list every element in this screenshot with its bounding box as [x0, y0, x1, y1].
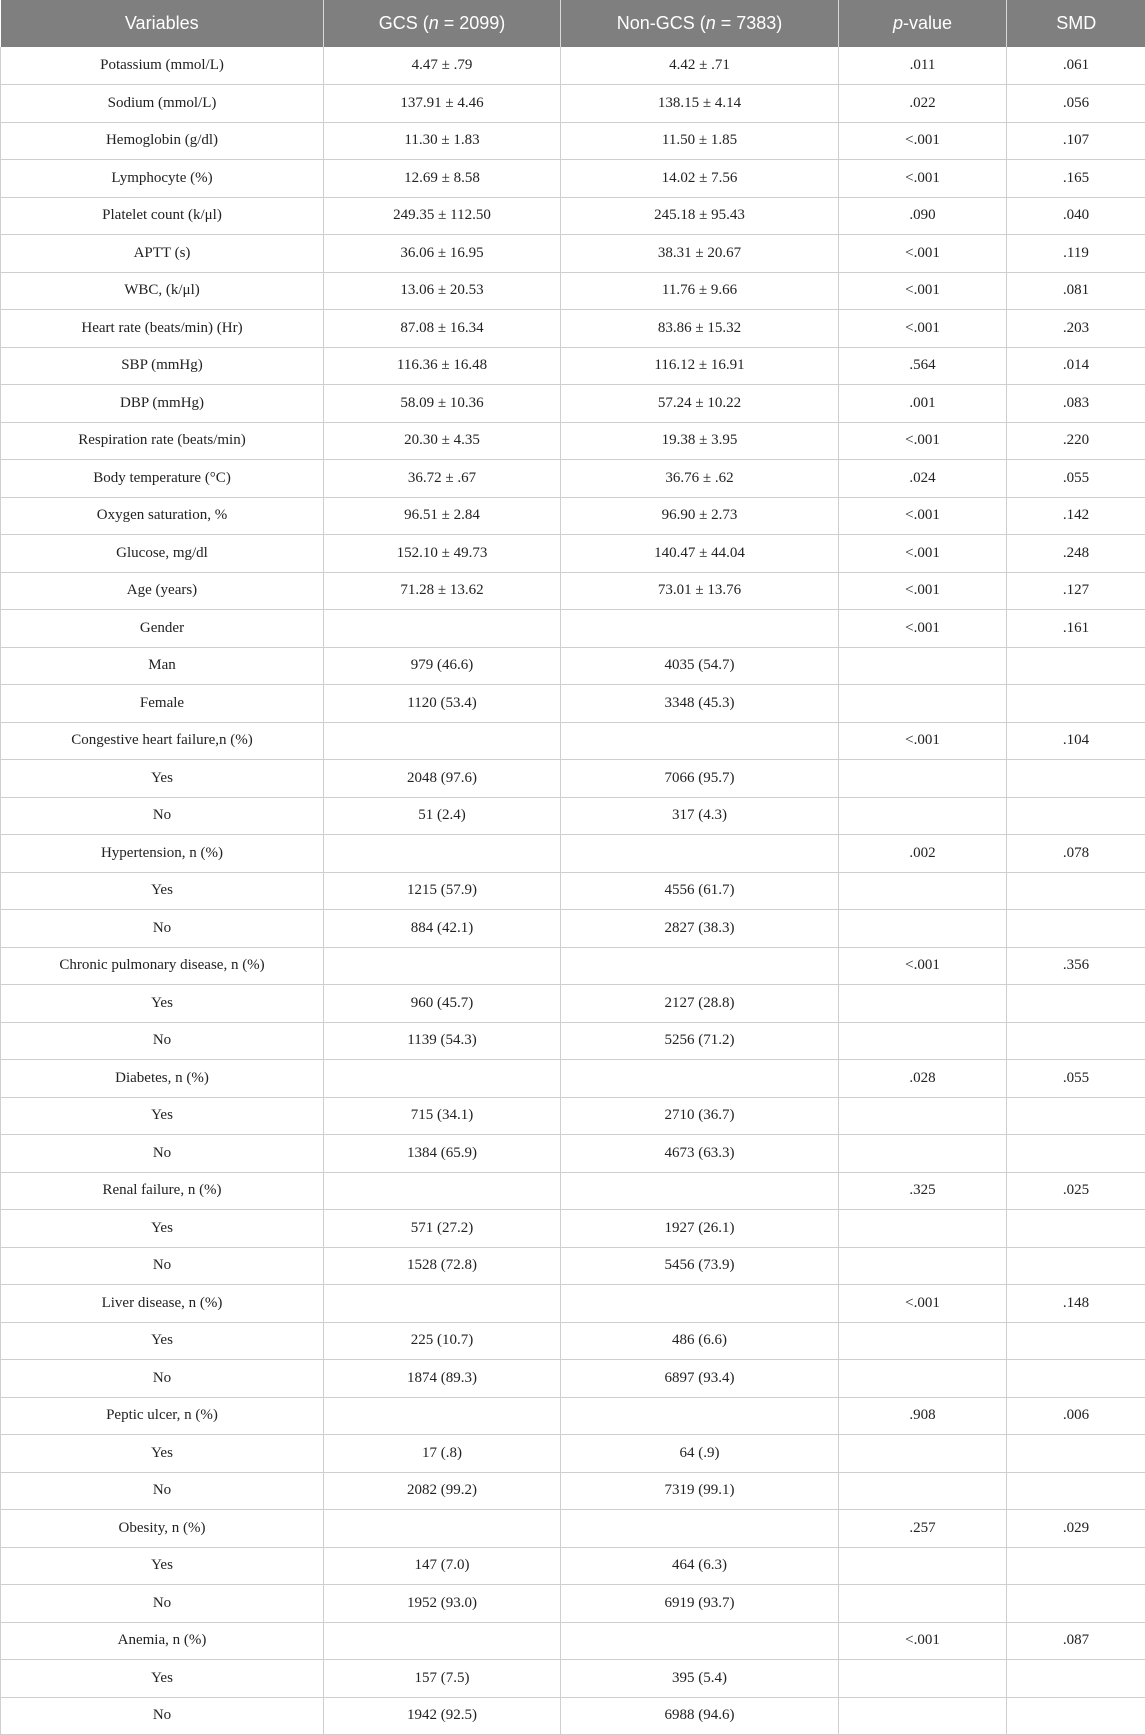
gcs-cell: 71.28 ± 13.62 [324, 572, 561, 610]
gcs-cell: 1952 (93.0) [324, 1585, 561, 1623]
p-value-cell: .028 [839, 1060, 1007, 1098]
table-row [1, 1660, 1145, 1698]
table-row [1, 647, 1145, 685]
p-value-cell: <.001 [839, 610, 1007, 648]
table-row [1, 122, 1145, 160]
gcs-cell: 36.06 ± 16.95 [324, 235, 561, 273]
table-row [1, 1547, 1145, 1585]
variable-cell: Body temperature (°C) [1, 460, 324, 498]
smd-cell: .006 [1007, 1397, 1145, 1435]
p-value-cell: .022 [839, 85, 1007, 123]
gcs-cell [324, 835, 561, 873]
variable-cell: No [1, 1697, 324, 1735]
p-value-cell [839, 797, 1007, 835]
header-smd [1007, 0, 1145, 47]
p-value-cell: .564 [839, 347, 1007, 385]
variable-cell: No [1, 910, 324, 948]
gcs-cell: 249.35 ± 112.50 [324, 197, 561, 235]
p-value-cell: <.001 [839, 722, 1007, 760]
p-value-cell [839, 647, 1007, 685]
smd-cell: .165 [1007, 160, 1145, 198]
table-row [1, 985, 1145, 1023]
smd-cell: .025 [1007, 1172, 1145, 1210]
non-gcs-cell [561, 1510, 839, 1548]
smd-cell: .161 [1007, 610, 1145, 648]
non-gcs-cell: 83.86 ± 15.32 [561, 310, 839, 348]
non-gcs-cell: 245.18 ± 95.43 [561, 197, 839, 235]
smd-cell: .127 [1007, 572, 1145, 610]
table-row [1, 835, 1145, 873]
header-gcs-n: n [429, 13, 439, 33]
gcs-cell: 571 (27.2) [324, 1210, 561, 1248]
variable-cell: Respiration rate (beats/min) [1, 422, 324, 460]
smd-cell: .014 [1007, 347, 1145, 385]
smd-cell: .056 [1007, 85, 1145, 123]
table-row [1, 872, 1145, 910]
p-value-cell [839, 1135, 1007, 1173]
gcs-cell: 960 (45.7) [324, 985, 561, 1023]
non-gcs-cell [561, 1622, 839, 1660]
p-value-cell: <.001 [839, 572, 1007, 610]
smd-cell: .055 [1007, 460, 1145, 498]
smd-cell [1007, 760, 1145, 798]
header-non-gcs-prefix: Non-GCS ( [617, 13, 706, 33]
table-row [1, 1360, 1145, 1398]
variable-cell: Female [1, 685, 324, 723]
non-gcs-cell: 36.76 ± .62 [561, 460, 839, 498]
smd-cell: .078 [1007, 835, 1145, 873]
table-row [1, 1285, 1145, 1323]
non-gcs-cell: 11.76 ± 9.66 [561, 272, 839, 310]
gcs-cell: 58.09 ± 10.36 [324, 385, 561, 423]
p-value-cell: <.001 [839, 310, 1007, 348]
p-value-cell: <.001 [839, 1622, 1007, 1660]
smd-cell [1007, 797, 1145, 835]
smd-cell [1007, 1210, 1145, 1248]
p-value-cell: .908 [839, 1397, 1007, 1435]
smd-cell: .055 [1007, 1060, 1145, 1098]
non-gcs-cell: 11.50 ± 1.85 [561, 122, 839, 160]
non-gcs-cell: 19.38 ± 3.95 [561, 422, 839, 460]
non-gcs-cell: 4035 (54.7) [561, 647, 839, 685]
p-value-cell [839, 1435, 1007, 1473]
p-value-cell [839, 985, 1007, 1023]
gcs-cell [324, 610, 561, 648]
p-value-cell: .325 [839, 1172, 1007, 1210]
variable-cell: Chronic pulmonary disease, n (%) [1, 947, 324, 985]
table-row [1, 1247, 1145, 1285]
variable-cell: No [1, 1360, 324, 1398]
non-gcs-cell: 73.01 ± 13.76 [561, 572, 839, 610]
table-row [1, 460, 1145, 498]
p-value-cell [839, 1585, 1007, 1623]
table-row [1, 722, 1145, 760]
variable-cell: Hypertension, n (%) [1, 835, 324, 873]
header-p-value [839, 0, 1007, 47]
p-value-cell [839, 1322, 1007, 1360]
variable-cell: Yes [1, 985, 324, 1023]
p-value-cell [839, 1472, 1007, 1510]
p-value-cell [839, 685, 1007, 723]
table-row [1, 1622, 1145, 1660]
non-gcs-cell: 2827 (38.3) [561, 910, 839, 948]
gcs-cell: 11.30 ± 1.83 [324, 122, 561, 160]
table-row [1, 1472, 1145, 1510]
non-gcs-cell: 486 (6.6) [561, 1322, 839, 1360]
smd-cell: .087 [1007, 1622, 1145, 1660]
gcs-cell: 20.30 ± 4.35 [324, 422, 561, 460]
gcs-cell [324, 1397, 561, 1435]
smd-cell [1007, 1135, 1145, 1173]
variable-cell: Platelet count (k/μl) [1, 197, 324, 235]
header-gcs-suffix: = 2099) [439, 13, 506, 33]
smd-cell: .248 [1007, 535, 1145, 573]
variable-cell: DBP (mmHg) [1, 385, 324, 423]
gcs-cell: 13.06 ± 20.53 [324, 272, 561, 310]
table-row [1, 197, 1145, 235]
non-gcs-cell: 6897 (93.4) [561, 1360, 839, 1398]
non-gcs-cell: 38.31 ± 20.67 [561, 235, 839, 273]
gcs-cell: 36.72 ± .67 [324, 460, 561, 498]
gcs-cell: 116.36 ± 16.48 [324, 347, 561, 385]
non-gcs-cell: 96.90 ± 2.73 [561, 497, 839, 535]
variable-cell: Hemoglobin (g/dl) [1, 122, 324, 160]
table-body [1, 47, 1145, 1735]
smd-cell: .040 [1007, 197, 1145, 235]
p-value-cell: <.001 [839, 272, 1007, 310]
variable-cell: Sodium (mmol/L) [1, 85, 324, 123]
non-gcs-cell: 64 (.9) [561, 1435, 839, 1473]
table-row [1, 910, 1145, 948]
gcs-cell: 225 (10.7) [324, 1322, 561, 1360]
header-gcs-prefix: GCS ( [379, 13, 429, 33]
variable-cell: WBC, (k/μl) [1, 272, 324, 310]
table-row [1, 797, 1145, 835]
non-gcs-cell: 6919 (93.7) [561, 1585, 839, 1623]
variable-cell: Glucose, mg/dl [1, 535, 324, 573]
table-row [1, 422, 1145, 460]
variable-cell: Potassium (mmol/L) [1, 47, 324, 85]
smd-cell: .061 [1007, 47, 1145, 85]
table-row [1, 497, 1145, 535]
table-row [1, 310, 1145, 348]
non-gcs-cell: 14.02 ± 7.56 [561, 160, 839, 198]
table-row [1, 1060, 1145, 1098]
smd-cell [1007, 685, 1145, 723]
non-gcs-cell: 5456 (73.9) [561, 1247, 839, 1285]
gcs-cell [324, 1172, 561, 1210]
p-value-cell [839, 1697, 1007, 1735]
table-row [1, 1210, 1145, 1248]
smd-cell [1007, 1585, 1145, 1623]
non-gcs-cell: 57.24 ± 10.22 [561, 385, 839, 423]
gcs-cell [324, 722, 561, 760]
p-value-cell: <.001 [839, 422, 1007, 460]
non-gcs-cell: 116.12 ± 16.91 [561, 347, 839, 385]
table-row [1, 535, 1145, 573]
non-gcs-cell: 4.42 ± .71 [561, 47, 839, 85]
gcs-cell: 1528 (72.8) [324, 1247, 561, 1285]
p-value-cell: <.001 [839, 535, 1007, 573]
header-gcs [324, 0, 561, 47]
table-row [1, 947, 1145, 985]
smd-cell [1007, 1097, 1145, 1135]
p-value-cell [839, 760, 1007, 798]
table-row [1, 272, 1145, 310]
gcs-cell [324, 1285, 561, 1323]
gcs-cell: 1120 (53.4) [324, 685, 561, 723]
table-row [1, 572, 1145, 610]
variable-cell: No [1, 797, 324, 835]
variable-cell: No [1, 1585, 324, 1623]
table-row [1, 760, 1145, 798]
non-gcs-cell: 4673 (63.3) [561, 1135, 839, 1173]
smd-cell [1007, 1022, 1145, 1060]
p-value-cell [839, 1360, 1007, 1398]
p-value-cell: .001 [839, 385, 1007, 423]
non-gcs-cell: 395 (5.4) [561, 1660, 839, 1698]
table-row [1, 47, 1145, 85]
table-row [1, 1397, 1145, 1435]
variable-cell: Yes [1, 1097, 324, 1135]
non-gcs-cell: 317 (4.3) [561, 797, 839, 835]
variable-cell: No [1, 1135, 324, 1173]
non-gcs-cell: 5256 (71.2) [561, 1022, 839, 1060]
gcs-cell [324, 1060, 561, 1098]
p-value-cell [839, 910, 1007, 948]
gcs-cell: 87.08 ± 16.34 [324, 310, 561, 348]
variable-cell: No [1, 1247, 324, 1285]
p-value-cell: <.001 [839, 497, 1007, 535]
gcs-cell: 1874 (89.3) [324, 1360, 561, 1398]
smd-cell [1007, 1697, 1145, 1735]
non-gcs-cell: 2710 (36.7) [561, 1097, 839, 1135]
gcs-cell: 4.47 ± .79 [324, 47, 561, 85]
non-gcs-cell: 138.15 ± 4.14 [561, 85, 839, 123]
smd-cell [1007, 1472, 1145, 1510]
smd-cell: .220 [1007, 422, 1145, 460]
p-value-cell [839, 1022, 1007, 1060]
variable-cell: Liver disease, n (%) [1, 1285, 324, 1323]
variable-cell: Gender [1, 610, 324, 648]
gcs-cell: 715 (34.1) [324, 1097, 561, 1135]
smd-cell: .142 [1007, 497, 1145, 535]
gcs-cell: 979 (46.6) [324, 647, 561, 685]
table-row [1, 610, 1145, 648]
smd-cell: .107 [1007, 122, 1145, 160]
smd-cell [1007, 910, 1145, 948]
table-row [1, 1172, 1145, 1210]
variable-cell: Yes [1, 1210, 324, 1248]
table-row [1, 1322, 1145, 1360]
header-smd-label: SMD [1056, 13, 1096, 33]
table-row [1, 160, 1145, 198]
gcs-cell: 152.10 ± 49.73 [324, 535, 561, 573]
non-gcs-cell [561, 722, 839, 760]
gcs-cell: 1215 (57.9) [324, 872, 561, 910]
p-value-cell: .002 [839, 835, 1007, 873]
smd-cell [1007, 1360, 1145, 1398]
smd-cell: .081 [1007, 272, 1145, 310]
smd-cell: .104 [1007, 722, 1145, 760]
smd-cell [1007, 1660, 1145, 1698]
p-value-cell [839, 872, 1007, 910]
smd-cell [1007, 872, 1145, 910]
variable-cell: Yes [1, 872, 324, 910]
header-variables [1, 0, 324, 47]
p-value-cell: .024 [839, 460, 1007, 498]
variable-cell: Yes [1, 760, 324, 798]
variable-cell: Yes [1, 1660, 324, 1698]
variable-cell: Obesity, n (%) [1, 1510, 324, 1548]
table-row [1, 85, 1145, 123]
table-row [1, 1585, 1145, 1623]
non-gcs-cell [561, 947, 839, 985]
smd-cell [1007, 647, 1145, 685]
p-value-cell: <.001 [839, 235, 1007, 273]
smd-cell: .119 [1007, 235, 1145, 273]
non-gcs-cell [561, 1172, 839, 1210]
variable-cell: Congestive heart failure,n (%) [1, 722, 324, 760]
non-gcs-cell: 140.47 ± 44.04 [561, 535, 839, 573]
gcs-cell: 884 (42.1) [324, 910, 561, 948]
header-p-rest: -value [903, 13, 952, 33]
non-gcs-cell [561, 835, 839, 873]
gcs-cell: 2048 (97.6) [324, 760, 561, 798]
smd-cell [1007, 1435, 1145, 1473]
variable-cell: APTT (s) [1, 235, 324, 273]
smd-cell [1007, 985, 1145, 1023]
p-value-cell [839, 1247, 1007, 1285]
gcs-cell: 51 (2.4) [324, 797, 561, 835]
gcs-cell: 12.69 ± 8.58 [324, 160, 561, 198]
variable-cell: Anemia, n (%) [1, 1622, 324, 1660]
smd-cell [1007, 1547, 1145, 1585]
variable-cell: Peptic ulcer, n (%) [1, 1397, 324, 1435]
variable-cell: No [1, 1022, 324, 1060]
gcs-cell: 147 (7.0) [324, 1547, 561, 1585]
table-row [1, 1510, 1145, 1548]
non-gcs-cell: 464 (6.3) [561, 1547, 839, 1585]
smd-cell: .029 [1007, 1510, 1145, 1548]
variable-cell: Renal failure, n (%) [1, 1172, 324, 1210]
gcs-cell [324, 1510, 561, 1548]
smd-cell: .083 [1007, 385, 1145, 423]
p-value-cell [839, 1660, 1007, 1698]
p-value-cell [839, 1097, 1007, 1135]
table-row [1, 347, 1145, 385]
variable-cell: SBP (mmHg) [1, 347, 324, 385]
non-gcs-cell: 2127 (28.8) [561, 985, 839, 1023]
table-row [1, 235, 1145, 273]
p-value-cell: <.001 [839, 1285, 1007, 1323]
non-gcs-cell: 6988 (94.6) [561, 1697, 839, 1735]
gcs-cell: 96.51 ± 2.84 [324, 497, 561, 535]
header-row [1, 0, 1145, 47]
table-row [1, 1135, 1145, 1173]
table-row [1, 385, 1145, 423]
smd-cell: .356 [1007, 947, 1145, 985]
non-gcs-cell [561, 1397, 839, 1435]
non-gcs-cell [561, 610, 839, 648]
non-gcs-cell: 1927 (26.1) [561, 1210, 839, 1248]
non-gcs-cell [561, 1060, 839, 1098]
non-gcs-cell [561, 1285, 839, 1323]
p-value-cell: <.001 [839, 947, 1007, 985]
p-value-cell [839, 1547, 1007, 1585]
table-row [1, 1022, 1145, 1060]
variable-cell: Diabetes, n (%) [1, 1060, 324, 1098]
gcs-cell: 1139 (54.3) [324, 1022, 561, 1060]
gcs-cell: 1384 (65.9) [324, 1135, 561, 1173]
header-non-gcs-suffix: = 7383) [716, 13, 783, 33]
non-gcs-cell: 3348 (45.3) [561, 685, 839, 723]
table-header [1, 0, 1145, 47]
header-p-italic: p [893, 13, 903, 33]
non-gcs-cell: 4556 (61.7) [561, 872, 839, 910]
variable-cell: Yes [1, 1322, 324, 1360]
variable-cell: Age (years) [1, 572, 324, 610]
header-non-gcs [561, 0, 839, 47]
non-gcs-cell: 7066 (95.7) [561, 760, 839, 798]
variable-cell: Lymphocyte (%) [1, 160, 324, 198]
p-value-cell: <.001 [839, 160, 1007, 198]
table-row [1, 1435, 1145, 1473]
gcs-cell [324, 947, 561, 985]
gcs-cell [324, 1622, 561, 1660]
gcs-cell: 2082 (99.2) [324, 1472, 561, 1510]
variable-cell: Man [1, 647, 324, 685]
smd-cell [1007, 1247, 1145, 1285]
variable-cell: No [1, 1472, 324, 1510]
variable-cell: Oxygen saturation, % [1, 497, 324, 535]
non-gcs-cell: 7319 (99.1) [561, 1472, 839, 1510]
p-value-cell: <.001 [839, 122, 1007, 160]
variable-cell: Heart rate (beats/min) (Hr) [1, 310, 324, 348]
p-value-cell: .090 [839, 197, 1007, 235]
gcs-cell: 157 (7.5) [324, 1660, 561, 1698]
p-value-cell [839, 1210, 1007, 1248]
table-row [1, 685, 1145, 723]
gcs-cell: 1942 (92.5) [324, 1697, 561, 1735]
table-row [1, 1697, 1145, 1735]
table-row [1, 1097, 1145, 1135]
smd-cell: .148 [1007, 1285, 1145, 1323]
gcs-cell: 17 (.8) [324, 1435, 561, 1473]
variable-cell: Yes [1, 1435, 324, 1473]
variable-cell: Yes [1, 1547, 324, 1585]
p-value-cell: .011 [839, 47, 1007, 85]
gcs-cell: 137.91 ± 4.46 [324, 85, 561, 123]
p-value-cell: .257 [839, 1510, 1007, 1548]
smd-cell: .203 [1007, 310, 1145, 348]
header-variables-label: Variables [125, 13, 199, 33]
smd-cell [1007, 1322, 1145, 1360]
header-non-gcs-n: n [706, 13, 716, 33]
